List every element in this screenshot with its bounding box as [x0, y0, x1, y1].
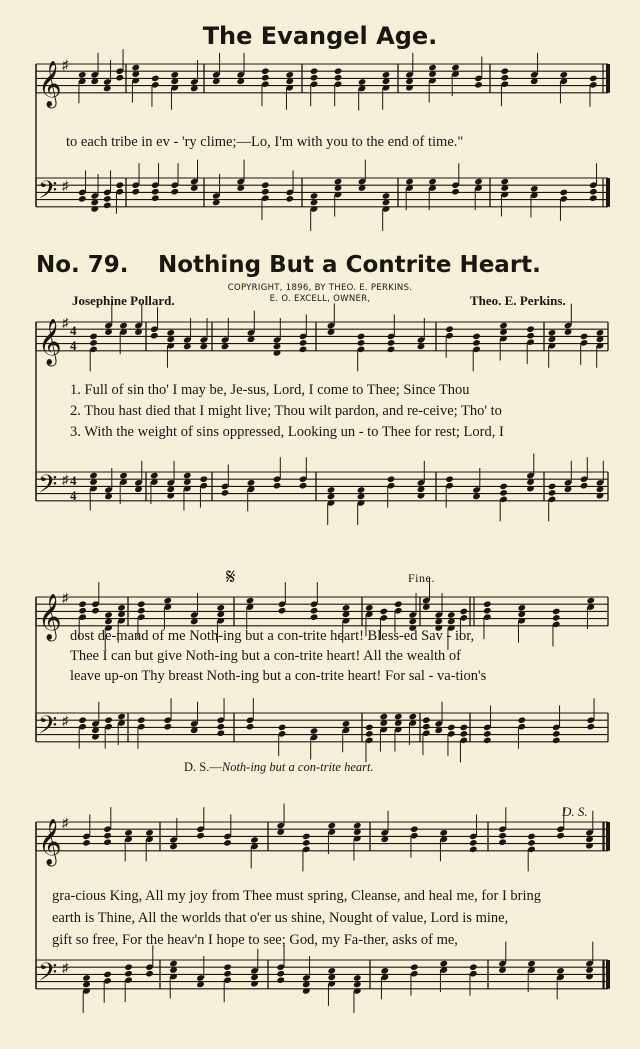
note-head — [124, 963, 133, 971]
note-head — [276, 970, 285, 978]
note-head — [104, 611, 113, 619]
note-head — [221, 489, 230, 497]
key-sharp-icon: ♯ — [62, 815, 69, 830]
treble-clef-icon: 𝄞 — [38, 60, 62, 107]
note-head — [447, 611, 456, 619]
ds-footnote-text: Noth-ing but a con-trite heart. — [221, 760, 374, 774]
bass-clef-icon: 𝄢 — [38, 710, 58, 746]
note-head — [327, 822, 336, 830]
note-head — [278, 607, 287, 615]
note-head — [342, 604, 351, 612]
note-head — [483, 600, 492, 608]
note-head — [310, 74, 319, 82]
note-head — [439, 960, 448, 968]
note-head — [196, 832, 205, 840]
note-head — [103, 195, 112, 203]
note-head — [589, 188, 598, 196]
note-head — [527, 839, 536, 847]
note-head — [150, 332, 159, 340]
note-head — [103, 202, 112, 210]
note-head — [163, 597, 172, 605]
note-head — [261, 181, 270, 189]
note-head — [365, 604, 374, 612]
time-signature-bottom: 4 — [70, 488, 77, 503]
note-head — [548, 329, 557, 337]
note-head — [387, 475, 396, 483]
note-head — [103, 971, 112, 979]
note-head — [530, 185, 539, 193]
note-head — [78, 607, 87, 615]
note-head — [124, 970, 133, 978]
note-head — [410, 825, 419, 833]
note-head — [548, 489, 557, 497]
treble-clef-icon: 𝄞 — [38, 318, 62, 365]
note-head — [119, 472, 128, 480]
note-head — [342, 720, 351, 728]
note-head — [103, 832, 112, 840]
note-head — [559, 71, 568, 79]
note-head — [552, 608, 561, 616]
note-head — [469, 846, 478, 854]
note-head — [183, 472, 192, 480]
note-head — [451, 188, 460, 196]
note-head — [387, 339, 396, 347]
key-sharp-icon: ♯ — [62, 713, 69, 728]
note-head — [517, 716, 526, 724]
note-head — [334, 74, 343, 82]
note-head — [527, 960, 536, 968]
note-head — [382, 71, 391, 79]
note-head — [247, 479, 256, 487]
note-head — [278, 724, 287, 732]
note-head — [353, 822, 362, 830]
copyright-line: COPYRIGHT, 1896, BY THEO. E. PERKINS. — [227, 283, 413, 293]
note-head — [327, 486, 336, 494]
composer-credit: Theo. E. Perkins. — [470, 293, 566, 308]
note-head — [387, 346, 396, 354]
note-head — [299, 339, 308, 347]
lyric-s1-verse1: 1. Full of sin tho' I may be, Je-sus, Lord, I come to Thee; Since Thou — [70, 382, 470, 398]
note-head — [78, 716, 87, 724]
note-head — [170, 71, 179, 79]
note-head — [527, 833, 536, 841]
note-head — [261, 74, 270, 82]
note-head — [131, 188, 140, 196]
note-head — [299, 346, 308, 354]
note-head — [459, 724, 468, 732]
note-head — [82, 974, 91, 982]
note-head — [151, 194, 160, 202]
ds-mark: D. S. — [562, 804, 588, 819]
note-head — [145, 970, 154, 978]
note-head — [451, 64, 460, 72]
note-head — [310, 607, 319, 615]
note-head — [580, 482, 589, 490]
time-signature-bottom: 4 — [70, 338, 77, 353]
fine-mark: Fine. — [408, 571, 435, 585]
lyric-s1-verse3: 3. With the weight of sins oppressed, Looking un - to Thee for rest; Lord, I — [70, 424, 504, 440]
note-head — [552, 614, 561, 622]
note-head — [548, 483, 557, 491]
note-head — [552, 737, 561, 745]
note-head — [216, 604, 225, 612]
note-head — [498, 838, 507, 846]
note-head — [552, 730, 561, 738]
note-head — [459, 730, 468, 738]
note-head — [223, 963, 232, 971]
note-head — [382, 192, 391, 200]
note-head — [261, 67, 270, 75]
note-head — [115, 74, 124, 82]
note-head — [169, 960, 178, 968]
note-head — [216, 729, 225, 737]
note-head — [137, 716, 146, 724]
note-head — [82, 839, 91, 847]
note-head — [285, 195, 294, 203]
lyric-line-top: to each tribe in ev - 'ry clime;—Lo, I'm with you to the end of time." — [66, 134, 464, 150]
note-head — [334, 67, 343, 75]
note-head — [556, 832, 565, 840]
ds-footnote-label: D. S.— — [184, 760, 222, 774]
note-head — [250, 836, 259, 844]
note-head — [353, 974, 362, 982]
note-head — [422, 723, 431, 731]
note-head — [163, 723, 172, 731]
note-head — [379, 713, 388, 721]
note-head — [394, 600, 403, 608]
note-head — [78, 600, 87, 608]
note-head — [89, 333, 98, 341]
time-signature-top: 4 — [70, 473, 77, 488]
note-head — [199, 475, 208, 483]
note-head — [327, 967, 336, 975]
note-head — [445, 475, 454, 483]
note-head — [556, 967, 565, 975]
hymn-number: No. 79. — [36, 252, 129, 278]
note-head — [117, 713, 126, 721]
note-head — [589, 75, 598, 83]
key-sharp-icon: ♯ — [62, 590, 69, 605]
bass-clef-icon: 𝄢 — [38, 957, 58, 993]
note-head — [498, 832, 507, 840]
note-head — [131, 64, 140, 72]
note-head — [357, 339, 366, 347]
note-head — [469, 963, 478, 971]
treble-clef-icon: 𝄞 — [38, 818, 62, 865]
note-head — [439, 829, 448, 837]
note-head — [150, 472, 159, 480]
note-head — [483, 607, 492, 615]
note-head — [483, 737, 492, 745]
key-sharp-icon: ♯ — [62, 315, 69, 330]
note-head — [119, 322, 128, 330]
note-head — [302, 833, 311, 841]
note-head — [405, 178, 414, 186]
note-head — [499, 489, 508, 497]
note-head — [408, 713, 417, 721]
note-head — [104, 716, 113, 724]
note-head — [246, 597, 255, 605]
note-head — [380, 967, 389, 975]
note-head — [246, 723, 255, 731]
note-head — [526, 332, 535, 340]
note-head — [586, 723, 595, 731]
note-head — [410, 963, 419, 971]
note-head — [115, 181, 124, 189]
time-signature-top: 4 — [70, 323, 77, 338]
key-sharp-icon: ♯ — [62, 178, 69, 193]
note-head — [310, 67, 319, 75]
note-head — [117, 604, 126, 612]
note-head — [365, 730, 374, 738]
note-head — [428, 64, 437, 72]
note-head — [394, 713, 403, 721]
lyric-s2-verse2: Thee I can but give Noth-ing but a con-trite heart! All the wealth of — [70, 648, 461, 664]
note-head — [469, 839, 478, 847]
note-head — [589, 194, 598, 202]
page-title: The Evangel Age. — [202, 22, 438, 50]
note-head — [170, 188, 179, 196]
ds-footnote — [184, 760, 374, 775]
note-head — [137, 600, 146, 608]
lyric-s2-verse3: leave up-on Thy breast Noth-ing but a con-trite heart! For sal - va-tion's — [70, 668, 487, 684]
note-head — [517, 604, 526, 612]
note-head — [310, 192, 319, 200]
note-head — [357, 486, 366, 494]
bass-clef-icon: 𝄢 — [38, 175, 58, 211]
hymn-title: Nothing But a Contrite Heart. — [158, 252, 541, 278]
note-head — [459, 608, 468, 616]
note-head — [89, 472, 98, 480]
note-head — [91, 607, 100, 615]
note-head — [310, 727, 319, 735]
note-head — [302, 839, 311, 847]
note-head — [474, 81, 483, 89]
bass-clef-icon: 𝄢 — [38, 469, 58, 505]
note-head — [526, 325, 535, 333]
note-head — [299, 482, 308, 490]
note-head — [483, 730, 492, 738]
note-head — [223, 839, 232, 847]
note-head — [358, 78, 367, 86]
note-head — [166, 329, 175, 337]
note-head — [310, 613, 319, 621]
note-head — [596, 329, 605, 337]
lyric-s3-verse3: gift so free, For the heav'n I hope to see; God, my Fa-ther, asks of me, — [52, 932, 458, 948]
note-head — [137, 607, 146, 615]
note-head — [445, 325, 454, 333]
note-head — [216, 723, 225, 731]
note-head — [580, 333, 589, 341]
note-head — [151, 188, 160, 196]
note-head — [89, 339, 98, 347]
lyric-s3-verse2: earth is Thine, All the worlds that o'er us shine, Nought of value, Lord is mine, — [52, 910, 509, 926]
note-head — [559, 189, 568, 197]
note-head — [334, 178, 343, 186]
lyric-s3-verse1: gra-cious King, All my joy from Thee must spring, Cleanse, and heal me, for I bring — [52, 888, 542, 904]
note-head — [103, 838, 112, 846]
note-head — [379, 608, 388, 616]
note-head — [472, 339, 481, 347]
note-head — [474, 178, 483, 186]
note-head — [472, 333, 481, 341]
note-head — [145, 829, 154, 837]
segno-sign: 𝄋 — [226, 564, 236, 589]
note-head — [261, 188, 270, 196]
note-head — [365, 724, 374, 732]
note-head — [223, 970, 232, 978]
note-head — [273, 482, 282, 490]
note-head — [500, 67, 509, 75]
note-head — [276, 976, 285, 984]
lyric-s1-verse2: 2. Thou hast died that I might live; Thou wilt pardon, and re-ceive; Tho' to — [70, 403, 502, 419]
note-head — [151, 75, 160, 83]
copyright-notice — [210, 283, 430, 305]
note-head — [422, 716, 431, 724]
key-sharp-icon: ♯ — [62, 960, 69, 975]
note-head — [78, 195, 87, 203]
note-head — [285, 71, 294, 79]
note-head — [447, 724, 456, 732]
note-head — [124, 829, 133, 837]
lyric-s2-verse1: dost de-mand of me Noth-ing but a con-trite heart! Bless-ed Sav - ior, — [70, 628, 475, 644]
author-credit: Josephine Pollard. — [72, 293, 175, 308]
note-head — [500, 178, 509, 186]
note-head — [500, 74, 509, 82]
note-head — [78, 71, 87, 79]
note-head — [499, 483, 508, 491]
treble-clef-icon: 𝄞 — [38, 593, 62, 640]
note-head — [357, 333, 366, 341]
copyright-owner: E. O. EXCELL, OWNER, — [269, 294, 371, 304]
note-head — [428, 178, 437, 186]
key-sharp-icon: ♯ — [62, 472, 69, 487]
note-head — [499, 322, 508, 330]
note-head — [586, 597, 595, 605]
key-sharp-icon: ♯ — [62, 57, 69, 72]
